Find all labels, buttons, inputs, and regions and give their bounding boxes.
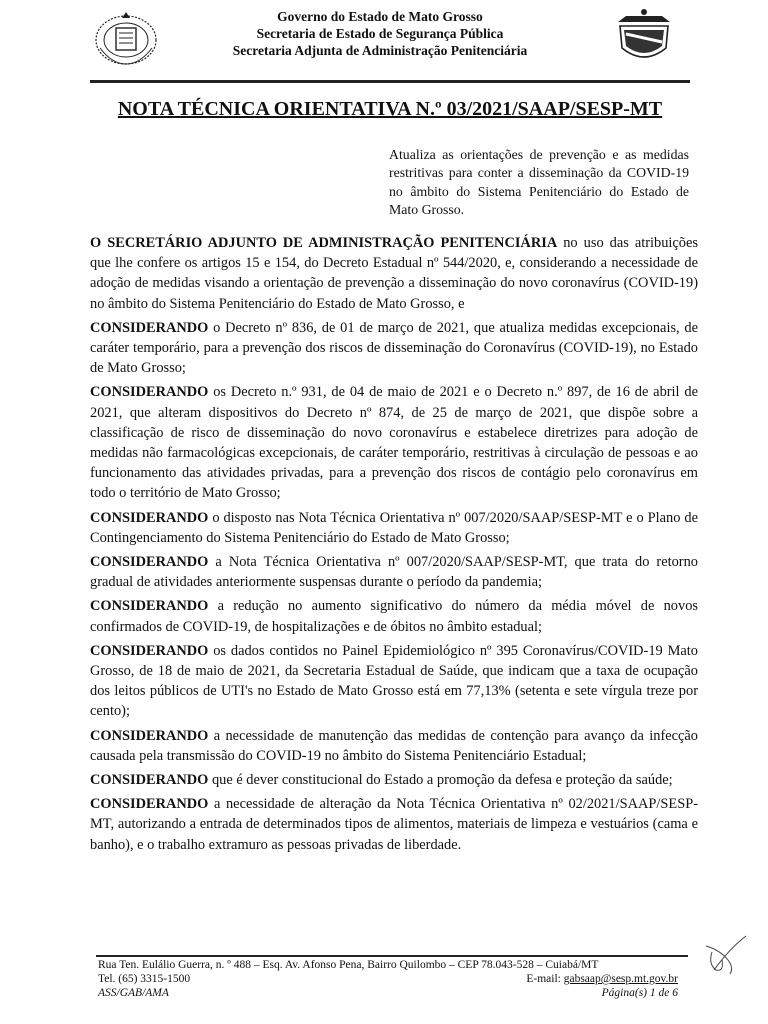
letterhead-line-secretariat: Secretaria de Estado de Segurança Pública — [256, 26, 504, 41]
paragraph-considering: CONSIDERANDO o disposto nas Nota Técnica Orientativa nº 007/2020/SAAP/SESP-MT e o Plano de Contingenciamento do Sistema Penitenciário do Estado de Mato Grosso; — [90, 509, 698, 546]
initials-signature-mark — [700, 930, 750, 980]
footer-email: E-mail: gabsaap@sesp.mt.gov.br — [526, 973, 678, 985]
paragraph-considering: CONSIDERANDO a redução no aumento significativo do número da média móvel de novos confirmados de COVID-19, de hospitalizações e de óbitos no âmbito estadual; — [90, 598, 698, 635]
letterhead-line-government: Governo do Estado de Mato Grosso — [277, 9, 483, 24]
footer-address: Rua Ten. Eulálio Guerra, n. º 488 – Esq. Av. Afonso Pena, Bairro Quilombo – CEP 78.043-528 – Cuiabá/MT — [98, 959, 599, 971]
letterhead-line-adjunct-secretariat: Secretaria Adjunta de Administração Penitenciária — [232, 43, 528, 58]
document-body — [90, 233, 698, 859]
paragraph-preamble: O SECRETÁRIO ADJUNTO DE ADMINISTRAÇÃO PENITENCIÁRIA no uso das atribuições que lhe confere os artigos 15 e 154, do Decreto Estadual nº 544/2020, e, considerando a necessidade de adoção de medidas visando a orientação de prevenção a disseminação do novo coronavírus (COVID-19) no âmbito do Sistema Penitenciário do Estado de Mato Grosso, e — [90, 235, 698, 312]
paragraph-considering: CONSIDERANDO a Nota Técnica Orientativa nº 007/2020/SAAP/SESP-MT, que trata do retorno gradual de atividades anteriormente suspensas durante o período da pandemia; — [90, 554, 698, 591]
document-summary: Atualiza as orientações de prevenção e as medidas restritivas para conter a disseminação da COVID-19 no âmbito do Sistema Penitenciário do Estado de Mato Grosso. — [389, 147, 689, 217]
paragraph-considering: CONSIDERANDO a necessidade de alteração da Nota Técnica Orientativa nº 02/2021/SAAP/SESP-MT, autorizando a entrada de determinados tipos de alimentos, materiais de limpeza e vestuários (cama e banho), e o trabalho extramuro as pessoas privadas de liberdade. — [90, 796, 698, 853]
paragraph-considering: CONSIDERANDO o Decreto nº 836, de 01 de março de 2021, que atualiza medidas excepcionais, de caráter temporário, para a prevenção dos riscos de disseminação do Coronavírus (COVID-19), no Estado de Mato Grosso; — [90, 319, 698, 377]
state-coat-of-arms-icon — [92, 8, 160, 68]
footer-initials: ASS/GAB/AMA — [98, 987, 169, 999]
paragraph-considering: CONSIDERANDO os dados contidos no Painel Epidemiológico nº 395 Coronavírus/COVID-19 Mato Grosso, de 18 de maio de 2021, da Secretaria Estadual de Saúde, que indicam que a taxa de ocupação dos leitos públicos de UTI's no Estado de Mato Grosso está em 77,13% (setenta e sete vírgula treze por cento); — [90, 642, 698, 720]
document-title: NOTA TÉCNICA ORIENTATIVA N.º 03/2021/SAAP/SESP-MT — [117, 98, 663, 120]
paragraph-considering: CONSIDERANDO que é dever constitucional do Estado a promoção da defesa e proteção da saúde; — [90, 772, 673, 789]
paragraph-considering: CONSIDERANDO a necessidade de manutenção das medidas de contenção para avanço da infecção causada pela transmissão do COVID-19 no âmbito do Sistema Penitenciário Estadual; — [90, 727, 698, 764]
footer-divider — [96, 955, 688, 957]
sesp-badge-icon — [610, 8, 678, 68]
email-link[interactable]: gabsaap@sesp.mt.gov.br — [563, 973, 678, 985]
letterhead — [180, 8, 580, 59]
paragraph-considering: CONSIDERANDO os Decreto n.º 931, de 04 de maio de 2021 e o Decreto n.º 897, de 16 de abril de 2021, que alteram dispositivos do Decreto nº 874, de 25 de março de 2021, que dispõe sobre a classificação de risco de disseminação do novo coronavírus e estabelece diretrizes para adoção de medidas não farmacológicas excepcionais, de caráter temporário, restritivas à circulação de pessoas e ao funcionamento das atividades privadas, para a prevenção dos riscos de contágio pelo coronavírus em todo o território de Mato Grosso; — [90, 384, 698, 502]
footer-phone: Tel. (65) 3315-1500 — [98, 973, 191, 985]
header-divider — [90, 80, 690, 83]
page-number: Página(s) 1 de 6 — [601, 987, 678, 999]
